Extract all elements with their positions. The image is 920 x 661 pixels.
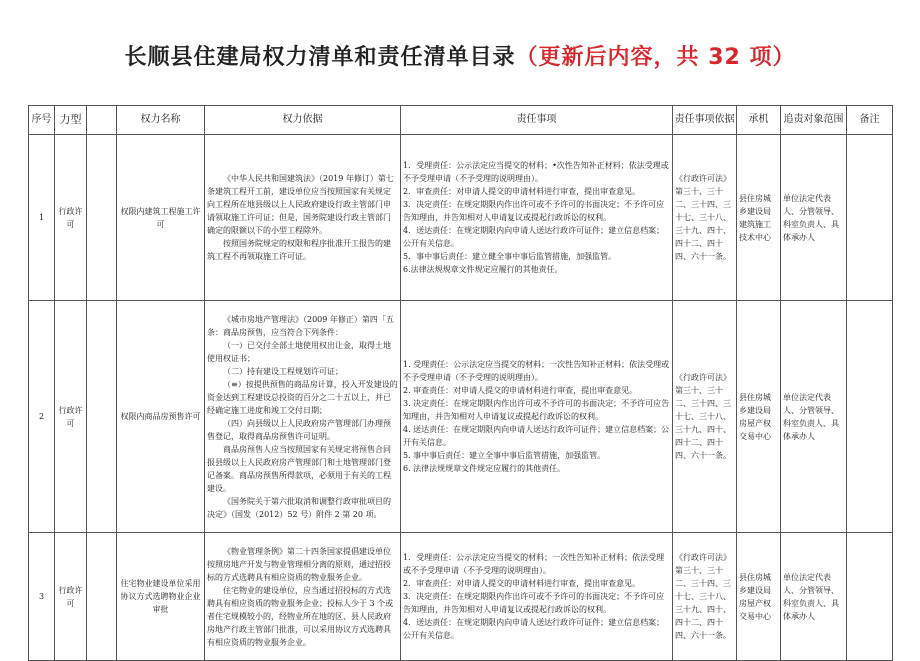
cell-duty — [401, 533, 673, 661]
cell-blank — [87, 301, 117, 533]
cell-name: 权限内商品房预售许可 — [117, 301, 205, 533]
paragraph: 6.法律法规规章文件规定应履行的其他责任。 — [403, 265, 563, 274]
table-header-row — [29, 106, 893, 135]
paragraph: 商品房预售人应当按照国家有关规定将预售合同报县级以上人民政府房产管理部门和土地管理部门登记备案。商品房预售所得款项，必须用于有关的工程建设。 — [207, 444, 391, 493]
header-target: 追责对象范围 — [781, 106, 847, 135]
paragraph: 3．决定责任：在规定期限内作出许可或不予许可的书面决定；不予许可应告知理由，并告知相对人申请复议或提起行政诉讼的权利。 — [403, 200, 665, 222]
header-type: 力型 — [55, 106, 87, 135]
paragraph: 4. 送达责任：在规定期限内向申请人送达行政许可证件；建立信息档案；公开有关信息。 — [403, 425, 670, 447]
header-seq: 序号 — [29, 106, 55, 135]
cell-duty — [401, 301, 673, 533]
paragraph: 1. 受理责任：公示法定应当提交的材料；一次性告知补正材料；依法受理或不予受理申请（不予受理的说明理由）。 — [403, 360, 670, 382]
cell-blank — [87, 135, 117, 301]
title-main: 长顺县住建局权力清单和责任清单目录 — [124, 45, 516, 70]
cell-basis — [205, 301, 401, 533]
cell-target: 单位法定代表人、分管领导、科室负责人、具体承办人 — [781, 135, 847, 301]
header-name: 权力名称 — [117, 106, 205, 135]
cell-name: 权限内建筑工程施工许可 — [117, 135, 205, 301]
paragraph: 5. 事中事后责任：建立全事中事后监管措施，加强监管。 — [403, 451, 606, 460]
cell-basis — [205, 533, 401, 661]
cell-remark — [847, 533, 893, 661]
cell-target: 单位法定代表人、分管领导、科室负责人、具体承办人 — [781, 533, 847, 661]
table-row — [29, 533, 893, 661]
header-basis: 权力依据 — [205, 106, 401, 135]
paragraph: （≡）按提供预售的商品房计算，投入开发建设的资金达到工程建设总投资的百分之二十五以上，并已经确定施工进度和竣工交付日期； — [207, 379, 398, 415]
paragraph: （一）已交付全部土地使用权出让金，取得土地使用权证书； — [207, 340, 391, 363]
cell-dept: 县住房城乡建设局建筑施工技术中心 — [737, 135, 781, 301]
cell-type: 行政许可 — [55, 301, 87, 533]
table-row — [29, 301, 893, 533]
cell-seq: 3 — [29, 533, 55, 661]
power-list-table — [28, 105, 893, 661]
cell-name: 住宅物业建设单位采用协议方式选聘物业企业审批 — [117, 533, 205, 661]
paragraph: 3．决定责任：在规定期限内作出许可或不予许可的书面决定；不予许可应告知理由，并告知相对人申请复议或提起行政诉讼的权利。 — [403, 592, 665, 614]
cell-seq: 1 — [29, 135, 55, 301]
cell-duty — [401, 135, 673, 301]
header-dept: 承机 — [737, 106, 781, 135]
paragraph: （二）持有建设工程规划许可证； — [223, 366, 343, 376]
header-duty: 责任事项 — [401, 106, 673, 135]
cell-type: 行政许可 — [55, 135, 87, 301]
cell-dept: 县住房城乡建设局房屋产权交易中心 — [737, 301, 781, 533]
paragraph: 住宅物业的建设单位，应当通过招投标的方式选聘具有相应资质的物业服务企业；投标人少于 3 个或者住宅规模较小的，经物业所在地的区、县人民政府房地产行政主管部门批准，可以采用协议方式选聘具有相应资质的物业服务企业。 — [207, 585, 394, 647]
paragraph: 1．受理责任：公示法定应当提交的材料；•次性告知补正材料；依法受理或不予受理申请（不予受理的说明理由）。 — [403, 161, 669, 183]
header-remark: 备注 — [847, 106, 893, 135]
cell-dept: 县住房城乡建设局房屋产权交易中心 — [737, 533, 781, 661]
page-title — [0, 40, 920, 71]
paragraph: 2. 审查责任：对申请人提交的申请材料进行审查，提出审查意见。 — [403, 386, 638, 395]
paragraph: 2．审查责任：对申请人提交的申请材料进行审查，提出审查意见。 — [403, 579, 641, 588]
paragraph: 按照国务院规定的权限和程序批准开工报告的建筑工程不再领取施工许可证。 — [207, 239, 391, 261]
table-row — [29, 135, 893, 301]
paragraph: 《中华人民共和国建筑法》（2019 年修订）第七条建筑工程开工前，建设单位应当按照国家有关规定向工程所在地县级以上人民政府建设行政主管部门申请领取施工许可证；但是，国务院建设行政主管部门确定的限额以下的小型工程除外。 — [207, 174, 394, 235]
cell-lawref: 《行政许可法》第三十、三十二、三十四、三十七、三十八、三十九、四十、四十二、四十四、六十一条。 — [673, 301, 737, 533]
cell-basis — [205, 135, 401, 301]
paragraph: （四）向县级以上人民政府房产管理部门办理预售登记，取得商品房预售许可证明。 — [207, 418, 391, 441]
paragraph: 4．送达责任：在规定期限内向申请人送达行政许可证件；建立信息档案；公开有关信息。 — [403, 618, 665, 640]
cell-target: 单位法定代表人、分管领导、科室负责人、具体承办人 — [781, 301, 847, 533]
cell-lawref: 《行政许可法》第三十、三十二、三十四、三十七、三十八、三十九、四十、四十二、四十四、六十一条。 — [673, 533, 737, 661]
cell-remark — [847, 301, 893, 533]
cell-lawref: 《行政许可法》第三十、三十二、三十四、三十七、三十八、三十九、四十、四十二、四十四、六十一条。 — [673, 135, 737, 301]
paragraph: 4．送达责任：在规定期限内向申请人送达行政许可证件；建立信息档案；公开有关信息。 — [403, 226, 665, 248]
title-highlight: （更新后内容，共 32 项） — [515, 45, 796, 70]
paragraph: 6. 法律法规规章文件规定应履行的其他责任。 — [403, 464, 566, 473]
header-blank — [87, 106, 117, 135]
cell-blank — [87, 533, 117, 661]
paragraph: 2．审查责任：对申请人提交的申请材料进行审查，提出审查意见。 — [403, 187, 641, 196]
paragraph: 《国务院关于第六批取消和调整行政审批项目的决定》（国发（2012）52 号）附件 2 第 20 项。 — [207, 496, 391, 519]
cell-type: 行政许可 — [55, 533, 87, 661]
cell-seq: 2 — [29, 301, 55, 533]
paragraph: 《城市房地产管理法》（2009 年修正）第四「五条：商品房预售，应当符合下列条件： — [207, 314, 394, 337]
header-lawref: 责任事项依据 — [673, 106, 737, 135]
paragraph: 《物业管理条例》第二十四条国家提倡建设单位按照房地产开发与物业管理相分离的原则，通过招投标的方式选聘具有相应资质的物业服务企业。 — [207, 546, 391, 582]
cell-remark — [847, 135, 893, 301]
paragraph: 1．受理责任：公示法定应当提交的材料；一次性告知补正材料；依法受理或不予受理申请（不予受理的说明理由）。 — [403, 553, 665, 575]
paragraph: 3. 决定责任：在规定期限内作出许可或不予许可的书面决定；不予许可应告知理由，并告知相对人申请复议或提起行政诉讼的权利。 — [403, 399, 670, 421]
paragraph: 5．事中事后责任：建立健全事中事后监管措施，加强监管。 — [403, 252, 617, 261]
